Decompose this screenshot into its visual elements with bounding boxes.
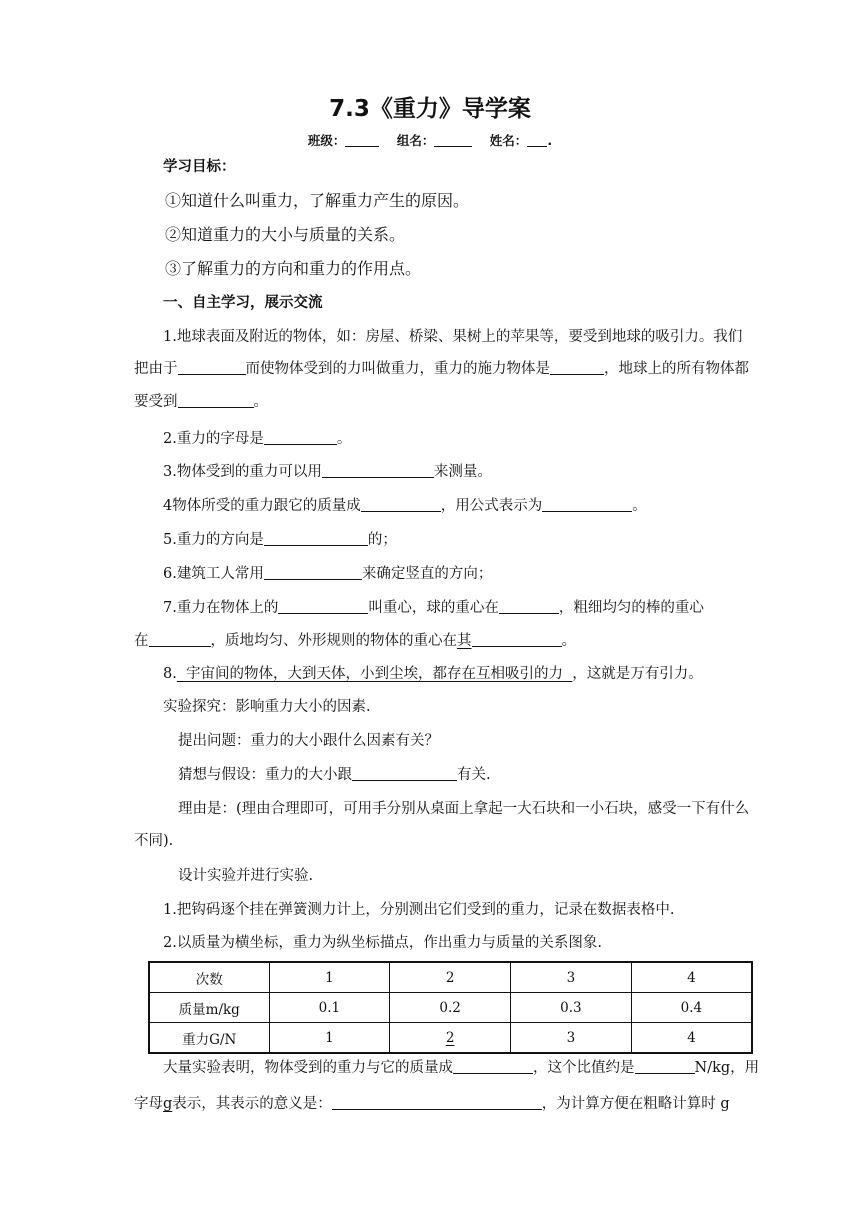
data-table: [148, 961, 753, 1054]
q3-line: [163, 462, 492, 482]
table-cell: 1: [269, 962, 390, 993]
q1-text-c: ，地球上的所有物体都: [604, 361, 749, 377]
q7-text-a: 7.重力在物体上的: [163, 600, 279, 616]
hypothesis-text-a: 猜想与假设：重力的大小跟: [178, 767, 352, 783]
q5-text-a: 5.重力的方向是: [163, 532, 264, 548]
q3-blank[interactable]: [322, 462, 434, 478]
q4-line: [163, 496, 647, 516]
q5-line: [163, 530, 397, 550]
table-cell: 1: [269, 1023, 390, 1054]
conclusion-letter-g: g: [163, 1096, 173, 1112]
q6-text-a: 6.建筑工人常用: [163, 566, 264, 582]
q2-blank[interactable]: [264, 429, 337, 445]
conclusion-text-d: 字母: [134, 1096, 163, 1112]
q6-blank[interactable]: [264, 564, 362, 580]
student-info: [0, 131, 860, 149]
conclusion-text-e: 表示，其表示的意义是：: [172, 1096, 332, 1112]
q1-blank-2[interactable]: [550, 359, 604, 375]
q2-text-b: 。: [336, 431, 352, 447]
q3-text-a: 3.物体受到的重力可以用: [163, 464, 322, 480]
table-cell: 4: [631, 1023, 752, 1054]
table-cell: 3: [511, 1023, 632, 1054]
table-cell: 2: [390, 962, 511, 993]
conclusion-blank-3[interactable]: [332, 1094, 542, 1110]
table-cell: 0.1: [269, 993, 390, 1023]
q7-line1: [163, 598, 704, 618]
q7-line2: [134, 631, 576, 651]
table-cell: 0.4: [631, 993, 752, 1023]
q6-text-b: 来确定竖直的方向；: [361, 566, 493, 582]
table-cell: 2: [390, 1023, 511, 1054]
goal-item-1: ①知道什么叫重力，了解重力产生的原因。: [165, 191, 470, 210]
q7-text-c: ，粗细均匀的棒的重心: [558, 600, 704, 616]
name-end: .: [547, 133, 553, 148]
q1-blank-1[interactable]: [178, 359, 246, 375]
conclusion-text-a: 大量实验表明，物体受到的重力与它的质量成: [163, 1060, 453, 1076]
table-row: [149, 1023, 752, 1054]
q7-text-g: 。: [561, 633, 576, 649]
experiment-reason-1: 理由是：(理由合理即可，可用手分别从桌面上拿起一大石块和一小石块，感受一下有什么: [178, 801, 750, 817]
q5-blank[interactable]: [264, 530, 368, 546]
q8-text-b: ，这就是万有引力。: [572, 666, 703, 682]
goals-heading: 学习目标：: [163, 159, 236, 175]
q7-blank-1[interactable]: [278, 598, 368, 614]
table-row: [149, 962, 752, 993]
q2-line: [163, 429, 351, 449]
q1-line2: [134, 359, 749, 379]
q1-text-e: 。: [253, 394, 268, 410]
experiment-question: 提出问题：重力的大小跟什么因素有关？: [178, 733, 439, 749]
table-cell: 质量m/kg: [149, 993, 269, 1023]
hypothesis-text-b: 有关.: [457, 767, 491, 783]
q4-text-b: ，用公式表示为: [440, 498, 543, 514]
q7-blank-4[interactable]: [472, 631, 562, 647]
experiment-heading: 实验探究：影响重力大小的因素.: [163, 699, 371, 715]
name-blank[interactable]: [527, 131, 547, 147]
q7-text-d: 在: [134, 633, 149, 649]
q1-line1: 1.地球表面及附近的物体，如：房屋、桥梁、果树上的苹果等，要受到地球的吸引力。我们: [163, 329, 743, 345]
q4-text-c: 。: [632, 498, 647, 514]
q1-text-d: 要受到: [134, 394, 178, 410]
class-blank[interactable]: [345, 131, 379, 147]
experiment-step-1: 1.把钩码逐个挂在弹簧测力计上，分别测出它们受到的重力，记录在数据表格中.: [163, 902, 675, 918]
q5-text-b: 的；: [367, 532, 397, 548]
conclusion-text-f: ，为计算方便在粗略计算时 g: [541, 1096, 730, 1112]
q1-line3: [134, 392, 268, 412]
q4-text-a: 4物体所受的重力跟它的质量成: [163, 498, 361, 514]
table-cell: 0.3: [511, 993, 632, 1023]
class-label: 班级：: [307, 133, 346, 148]
q1-text-a: 把由于: [134, 361, 178, 377]
q7-text-b: 叫重心，球的重心在: [368, 600, 499, 616]
q8-line: [163, 664, 703, 684]
conclusion-blank-2[interactable]: [635, 1058, 695, 1074]
conclusion-text-b: ，这个比值约是: [533, 1060, 635, 1076]
goal-item-3: ③了解重力的方向和重力的作用点。: [165, 259, 422, 278]
q4-blank-2[interactable]: [542, 496, 632, 512]
experiment-design: 设计实验并进行实验.: [178, 868, 314, 884]
experiment-reason-2: 不同).: [134, 833, 174, 849]
q1-blank-3[interactable]: [178, 392, 254, 408]
q6-line: [163, 564, 492, 584]
section1-heading: 一、自主学习，展示交流: [163, 295, 323, 311]
table-cell: 3: [511, 962, 632, 993]
conclusion-blank-1[interactable]: [453, 1058, 533, 1074]
conclusion-line2: [134, 1094, 730, 1114]
q7-blank-2[interactable]: [499, 598, 559, 614]
q7-text-f: 其: [457, 633, 472, 649]
group-blank[interactable]: [434, 131, 472, 147]
experiment-step-2: 2.以质量为横坐标，重力为纵坐标描点，作出重力与质量的关系图象.: [163, 935, 602, 951]
q3-text-b: 来测量。: [433, 464, 492, 480]
table-row: [149, 993, 752, 1023]
table-cell: 次数: [149, 962, 269, 993]
q2-text-a: 2.重力的字母是: [163, 431, 264, 447]
table-cell: 0.2: [390, 993, 511, 1023]
table-cell: 4: [631, 962, 752, 993]
q4-blank-1[interactable]: [361, 496, 441, 512]
q7-blank-3[interactable]: [149, 631, 211, 647]
name-label: 姓名：: [489, 133, 528, 148]
table-cell: 重力G/N: [149, 1023, 269, 1054]
q8-answer: 宇宙间的物体，大到天体，小到尘埃，都存在互相吸引的力: [176, 666, 573, 682]
group-label: 组名：: [396, 133, 435, 148]
goal-item-2: ②知道重力的大小与质量的关系。: [165, 225, 406, 244]
page-title: 7.3《重力》导学案: [329, 96, 531, 122]
experiment-hypothesis: [178, 765, 491, 785]
q7-text-e: ，质地均匀、外形规则的物体的重心在: [210, 633, 457, 649]
q1-text-b: 而使物体受到的力叫做重力，重力的施力物体是: [245, 361, 550, 377]
conclusion-text-c: N/kg，用: [694, 1060, 760, 1076]
q8-text-a: 8.: [163, 666, 177, 682]
hypothesis-blank[interactable]: [352, 765, 457, 781]
conclusion-line1: [163, 1058, 759, 1078]
